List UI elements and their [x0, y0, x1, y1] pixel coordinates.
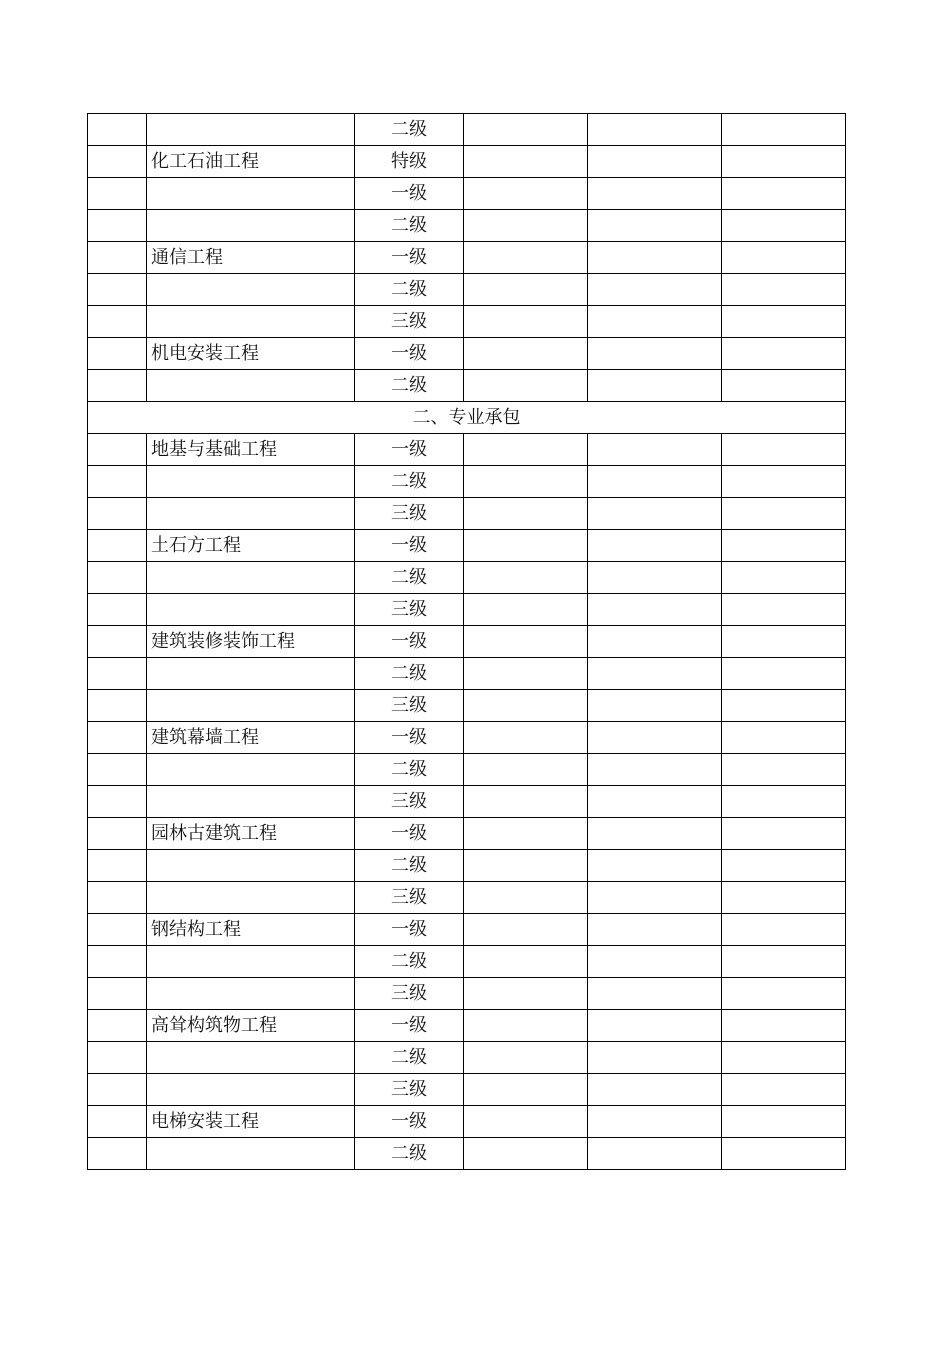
index-cell	[88, 338, 147, 370]
empty-cell	[464, 338, 588, 370]
empty-cell	[464, 562, 588, 594]
empty-cell	[722, 786, 846, 818]
project-name-cell: 土石方工程	[147, 530, 355, 562]
table-row	[88, 338, 846, 370]
index-cell	[88, 210, 147, 242]
qualification-level-cell: 一级	[355, 178, 464, 210]
empty-cell	[588, 274, 722, 306]
project-name-cell	[147, 498, 355, 530]
qualification-level-cell: 一级	[355, 818, 464, 850]
table-row	[88, 1138, 846, 1170]
project-name-cell	[147, 562, 355, 594]
empty-cell	[588, 754, 722, 786]
empty-cell	[722, 914, 846, 946]
empty-cell	[588, 434, 722, 466]
table-row	[88, 1010, 846, 1042]
project-name-cell	[147, 754, 355, 786]
table-row	[88, 658, 846, 690]
empty-cell	[722, 306, 846, 338]
table-row	[88, 882, 846, 914]
table-row	[88, 434, 846, 466]
table-row	[88, 818, 846, 850]
empty-cell	[464, 978, 588, 1010]
project-name-cell	[147, 594, 355, 626]
index-cell	[88, 946, 147, 978]
empty-cell	[464, 210, 588, 242]
empty-cell	[722, 466, 846, 498]
empty-cell	[588, 210, 722, 242]
table-row	[88, 626, 846, 658]
empty-cell	[722, 498, 846, 530]
index-cell	[88, 882, 147, 914]
empty-cell	[588, 370, 722, 402]
qualification-level-cell: 三级	[355, 594, 464, 626]
project-name-cell	[147, 690, 355, 722]
empty-cell	[464, 178, 588, 210]
index-cell	[88, 370, 147, 402]
empty-cell	[722, 210, 846, 242]
empty-cell	[464, 1138, 588, 1170]
empty-cell	[464, 242, 588, 274]
empty-cell	[722, 1010, 846, 1042]
qualification-level-cell: 二级	[355, 754, 464, 786]
empty-cell	[722, 338, 846, 370]
empty-cell	[722, 946, 846, 978]
empty-cell	[588, 882, 722, 914]
empty-cell	[464, 722, 588, 754]
empty-cell	[464, 146, 588, 178]
project-name-cell	[147, 114, 355, 146]
empty-cell	[464, 434, 588, 466]
table-row	[88, 370, 846, 402]
qualification-level-cell: 一级	[355, 1106, 464, 1138]
index-cell	[88, 594, 147, 626]
empty-cell	[464, 1010, 588, 1042]
project-name-cell	[147, 1138, 355, 1170]
index-cell	[88, 978, 147, 1010]
table-row	[88, 978, 846, 1010]
qualification-level-cell: 一级	[355, 530, 464, 562]
empty-cell	[464, 1106, 588, 1138]
project-name-cell: 通信工程	[147, 242, 355, 274]
index-cell	[88, 914, 147, 946]
qualification-level-cell: 二级	[355, 562, 464, 594]
project-name-cell: 高耸构筑物工程	[147, 1010, 355, 1042]
project-name-cell	[147, 306, 355, 338]
qualification-level-cell: 三级	[355, 306, 464, 338]
empty-cell	[588, 978, 722, 1010]
empty-cell	[588, 626, 722, 658]
empty-cell	[722, 434, 846, 466]
qualification-level-cell: 一级	[355, 914, 464, 946]
qualification-level-cell: 二级	[355, 658, 464, 690]
empty-cell	[722, 242, 846, 274]
empty-cell	[588, 178, 722, 210]
index-cell	[88, 1010, 147, 1042]
index-cell	[88, 626, 147, 658]
table-row	[88, 274, 846, 306]
index-cell	[88, 1106, 147, 1138]
empty-cell	[722, 530, 846, 562]
project-name-cell	[147, 1042, 355, 1074]
project-name-cell: 地基与基础工程	[147, 434, 355, 466]
qualification-level-cell: 二级	[355, 114, 464, 146]
table-body	[88, 114, 846, 1170]
table-row	[88, 946, 846, 978]
empty-cell	[722, 1074, 846, 1106]
section-title: 二、专业承包	[88, 402, 846, 434]
empty-cell	[588, 242, 722, 274]
table-row	[88, 466, 846, 498]
empty-cell	[588, 338, 722, 370]
empty-cell	[464, 274, 588, 306]
qualification-level-cell: 二级	[355, 274, 464, 306]
table-row	[88, 210, 846, 242]
empty-cell	[464, 594, 588, 626]
empty-cell	[464, 690, 588, 722]
empty-cell	[588, 946, 722, 978]
empty-cell	[722, 1106, 846, 1138]
empty-cell	[588, 594, 722, 626]
qualification-level-cell: 二级	[355, 210, 464, 242]
table-row	[88, 754, 846, 786]
empty-cell	[464, 626, 588, 658]
empty-cell	[722, 754, 846, 786]
empty-cell	[464, 1042, 588, 1074]
empty-cell	[464, 786, 588, 818]
project-name-cell	[147, 946, 355, 978]
project-name-cell: 建筑幕墙工程	[147, 722, 355, 754]
empty-cell	[588, 722, 722, 754]
empty-cell	[722, 1138, 846, 1170]
project-name-cell: 化工石油工程	[147, 146, 355, 178]
table-row	[88, 594, 846, 626]
table-row	[88, 786, 846, 818]
index-cell	[88, 1042, 147, 1074]
empty-cell	[588, 1074, 722, 1106]
empty-cell	[722, 562, 846, 594]
qualification-level-cell: 二级	[355, 466, 464, 498]
qualification-table	[87, 113, 846, 1170]
empty-cell	[588, 306, 722, 338]
qualification-level-cell: 三级	[355, 498, 464, 530]
project-name-cell	[147, 370, 355, 402]
empty-cell	[722, 690, 846, 722]
index-cell	[88, 306, 147, 338]
empty-cell	[588, 786, 722, 818]
empty-cell	[722, 274, 846, 306]
empty-cell	[588, 466, 722, 498]
table-row	[88, 146, 846, 178]
qualification-level-cell: 二级	[355, 370, 464, 402]
empty-cell	[588, 1106, 722, 1138]
index-cell	[88, 242, 147, 274]
qualification-level-cell: 三级	[355, 786, 464, 818]
table-row	[88, 306, 846, 338]
index-cell	[88, 530, 147, 562]
index-cell	[88, 1074, 147, 1106]
table-row	[88, 530, 846, 562]
qualification-level-cell: 一级	[355, 722, 464, 754]
empty-cell	[722, 722, 846, 754]
index-cell	[88, 754, 147, 786]
empty-cell	[588, 690, 722, 722]
table-row	[88, 562, 846, 594]
empty-cell	[588, 498, 722, 530]
qualification-level-cell: 一级	[355, 338, 464, 370]
empty-cell	[722, 146, 846, 178]
empty-cell	[588, 562, 722, 594]
table-row	[88, 242, 846, 274]
empty-cell	[588, 114, 722, 146]
empty-cell	[588, 818, 722, 850]
empty-cell	[464, 882, 588, 914]
qualification-level-cell: 一级	[355, 626, 464, 658]
empty-cell	[464, 914, 588, 946]
empty-cell	[464, 850, 588, 882]
qualification-level-cell: 三级	[355, 882, 464, 914]
empty-cell	[464, 466, 588, 498]
qualification-level-cell: 一级	[355, 242, 464, 274]
table-row	[88, 1106, 846, 1138]
project-name-cell: 机电安装工程	[147, 338, 355, 370]
empty-cell	[722, 818, 846, 850]
index-cell	[88, 658, 147, 690]
empty-cell	[464, 946, 588, 978]
project-name-cell	[147, 178, 355, 210]
table-row	[88, 1074, 846, 1106]
project-name-cell: 园林古建筑工程	[147, 818, 355, 850]
empty-cell	[722, 178, 846, 210]
empty-cell	[722, 1042, 846, 1074]
index-cell	[88, 146, 147, 178]
empty-cell	[588, 658, 722, 690]
qualification-level-cell: 三级	[355, 978, 464, 1010]
empty-cell	[464, 498, 588, 530]
table-row	[88, 1042, 846, 1074]
table-row	[88, 498, 846, 530]
index-cell	[88, 274, 147, 306]
table-row	[88, 850, 846, 882]
index-cell	[88, 786, 147, 818]
index-cell	[88, 178, 147, 210]
empty-cell	[722, 594, 846, 626]
empty-cell	[464, 530, 588, 562]
empty-cell	[464, 114, 588, 146]
project-name-cell: 建筑装修装饰工程	[147, 626, 355, 658]
empty-cell	[464, 754, 588, 786]
empty-cell	[588, 1042, 722, 1074]
index-cell	[88, 1138, 147, 1170]
empty-cell	[464, 1074, 588, 1106]
index-cell	[88, 498, 147, 530]
table-row	[88, 114, 846, 146]
empty-cell	[588, 1010, 722, 1042]
qualification-level-cell: 二级	[355, 1042, 464, 1074]
qualification-level-cell: 三级	[355, 690, 464, 722]
index-cell	[88, 562, 147, 594]
empty-cell	[464, 818, 588, 850]
empty-cell	[722, 114, 846, 146]
index-cell	[88, 690, 147, 722]
empty-cell	[588, 914, 722, 946]
table-row	[88, 178, 846, 210]
qualification-level-cell: 二级	[355, 850, 464, 882]
table-row	[88, 722, 846, 754]
empty-cell	[722, 850, 846, 882]
empty-cell	[722, 978, 846, 1010]
table-row	[88, 690, 846, 722]
project-name-cell	[147, 882, 355, 914]
empty-cell	[588, 1138, 722, 1170]
qualification-level-cell: 一级	[355, 1010, 464, 1042]
empty-cell	[722, 370, 846, 402]
empty-cell	[464, 370, 588, 402]
project-name-cell	[147, 786, 355, 818]
index-cell	[88, 722, 147, 754]
project-name-cell	[147, 210, 355, 242]
project-name-cell	[147, 466, 355, 498]
project-name-cell	[147, 274, 355, 306]
qualification-level-cell: 二级	[355, 1138, 464, 1170]
project-name-cell	[147, 658, 355, 690]
project-name-cell	[147, 850, 355, 882]
project-name-cell	[147, 978, 355, 1010]
index-cell	[88, 818, 147, 850]
empty-cell	[722, 882, 846, 914]
table-row	[88, 914, 846, 946]
qualification-level-cell: 二级	[355, 946, 464, 978]
qualification-level-cell: 特级	[355, 146, 464, 178]
empty-cell	[588, 146, 722, 178]
empty-cell	[464, 658, 588, 690]
empty-cell	[464, 306, 588, 338]
index-cell	[88, 114, 147, 146]
project-name-cell	[147, 1074, 355, 1106]
index-cell	[88, 434, 147, 466]
empty-cell	[588, 850, 722, 882]
empty-cell	[588, 530, 722, 562]
qualification-level-cell: 三级	[355, 1074, 464, 1106]
index-cell	[88, 850, 147, 882]
empty-cell	[722, 658, 846, 690]
project-name-cell: 电梯安装工程	[147, 1106, 355, 1138]
qualification-level-cell: 一级	[355, 434, 464, 466]
section-header-row	[88, 402, 846, 434]
index-cell	[88, 466, 147, 498]
empty-cell	[722, 626, 846, 658]
project-name-cell: 钢结构工程	[147, 914, 355, 946]
